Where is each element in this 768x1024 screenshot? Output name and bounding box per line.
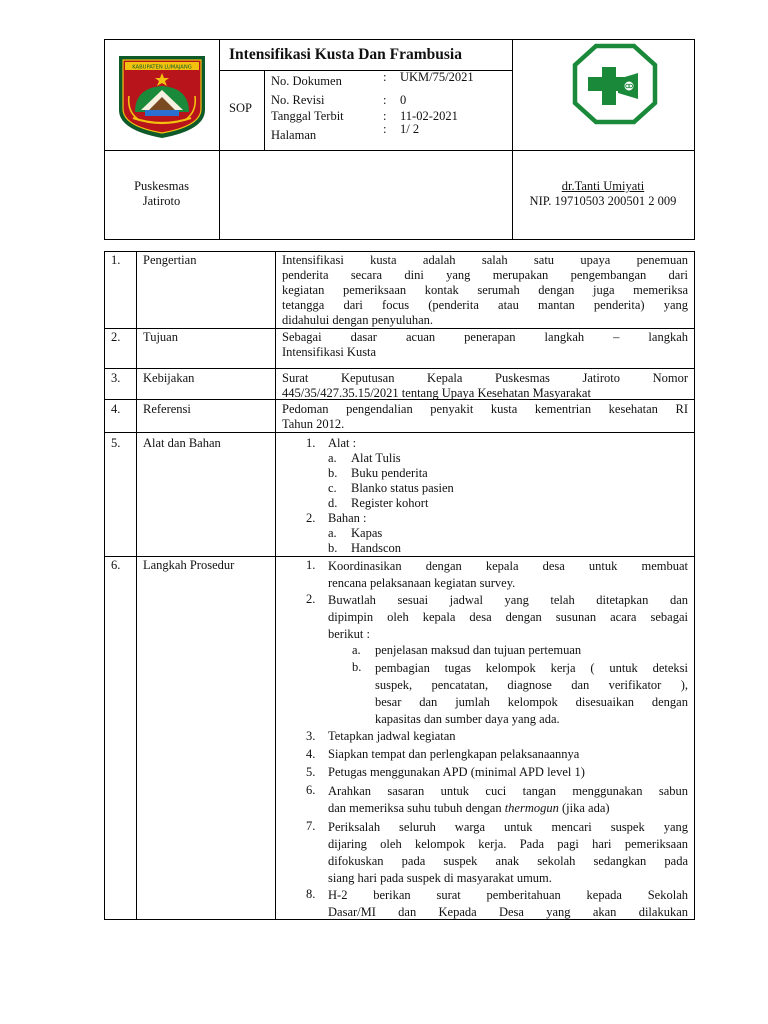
meta-value-no-revisi: 0 (400, 93, 407, 107)
step-number: 5. (306, 765, 316, 779)
row-number: 6. (111, 558, 121, 572)
step-line-tail: (jika ada) (558, 801, 610, 815)
meta-label-tanggal-terbit: Tanggal Terbit (271, 109, 344, 123)
sub-step-line: kapasitas dan sumber daya yang ada. (375, 712, 560, 726)
sub-step-line: suspek, pencatatan, diagnose dan verifikator ), (375, 678, 688, 692)
sub-letter: d. (328, 496, 338, 510)
meta-value-halaman: 1/ 2 (400, 122, 420, 136)
content-line: didahului dengan penyuluhan. (282, 313, 434, 327)
list-number: 2. (306, 511, 316, 525)
page-title: Intensifikasi Kusta Dan Frambusia (229, 46, 462, 63)
list-item: Bahan : (328, 511, 367, 525)
sub-step-line: besar dan jumlah kelompok disesuaikan dengan (375, 695, 688, 709)
row-number: 2. (111, 330, 121, 344)
step-line: H-2 berikan surat pemberitahuan kepada Sekolah (328, 888, 688, 902)
step-line: difokuskan pada suspek anak sekolah sedangkan pada (328, 854, 688, 868)
step-line: Tetapkan jadwal kegiatan (328, 729, 456, 743)
meta-sep: : (383, 70, 387, 84)
row-label: Langkah Prosedur (143, 558, 235, 572)
step-line: siang hari pada suspek di masyarakat umum. (328, 871, 552, 885)
content-line: Sebagai dasar acuan penerapan langkah – langkah (282, 330, 688, 344)
step-text (328, 819, 688, 887)
row-content (282, 402, 688, 432)
step-text (328, 558, 688, 592)
step-line-with-italic (328, 800, 610, 817)
sub-letter: b. (328, 541, 338, 555)
puskesmas-logo (572, 43, 658, 125)
org-line-1: Puskesmas (134, 179, 189, 193)
meta-label-no-dokumen: No. Dokumen (271, 74, 342, 88)
list-item: Alat : (328, 436, 357, 450)
sub-letter: a. (328, 451, 337, 465)
row-label: Kebijakan (143, 371, 195, 385)
row-content (282, 371, 688, 401)
meta-label-halaman: Halaman (271, 128, 317, 142)
meta-sep: : (383, 122, 387, 136)
content-line: Tahun 2012. (282, 417, 345, 431)
meta-value-no-dokumen: UKM/75/2021 (400, 70, 474, 84)
signer-name: dr.Tanti Umiyati (561, 179, 645, 193)
row-number: 5. (111, 436, 121, 450)
step-number: 3. (306, 729, 316, 743)
signer-nip: NIP. 19710503 200501 2 009 (529, 194, 677, 208)
step-number: 1. (306, 558, 316, 572)
step-text (328, 783, 688, 800)
meta-value-tanggal-terbit: 11-02-2021 (400, 109, 458, 123)
sub-letter: b. (352, 660, 362, 674)
sub-item: Alat Tulis (351, 451, 401, 465)
org-line-2: Jatiroto (142, 194, 181, 208)
row-number: 3. (111, 371, 121, 385)
italic-term: thermogun (504, 801, 559, 815)
meta-sep: : (383, 93, 387, 107)
step-number: 2. (306, 592, 316, 606)
sub-step-line: penjelasan maksud dan tujuan pertemuan (375, 643, 582, 657)
sop-label: SOP (229, 101, 252, 115)
sub-letter: a. (352, 643, 361, 657)
row-content (282, 330, 688, 360)
row-label: Pengertian (143, 253, 197, 267)
step-line: dan memeriksa suhu tubuh dengan (328, 801, 502, 815)
sub-step-text (375, 660, 688, 728)
meta-label-no-revisi: No. Revisi (271, 93, 325, 107)
row-label: Referensi (143, 402, 191, 416)
sub-letter: a. (328, 526, 337, 540)
content-line: tetangga dari focus (penderita atau mantan penderita) yang (282, 298, 688, 312)
step-line: Dasar/MI dan Kepada Desa yang akan dilakukan (328, 905, 688, 919)
content-line: Intensifikasi kusta adalah salah satu upaya penemuan (282, 253, 688, 267)
content-line: 445/35/427.35.15/2021 tentang Upaya Kesehatan Masyarakat (282, 386, 591, 400)
content-line: penderita secara dini yang merupakan pengembangan dari (282, 268, 688, 282)
step-line: dijaring oleh kelompok kerja. Pada pagi hari pemeriksaan (328, 837, 688, 851)
kabupaten-lumajang-logo (115, 52, 209, 138)
step-text (328, 592, 688, 643)
row-label: Alat dan Bahan (143, 436, 221, 450)
signer-block (512, 179, 694, 209)
sub-letter: b. (328, 466, 338, 480)
step-line: Periksalah seluruh warga untuk mencari suspek yang (328, 820, 688, 834)
sub-item: Handscon (351, 541, 401, 555)
step-line: rencana pelaksanaan kegiatan survey. (328, 576, 516, 590)
step-number: 8. (306, 887, 316, 901)
row-content (282, 253, 688, 328)
step-line: dipimpin oleh kepala desa dengan susunan acara sebagai (328, 610, 688, 624)
step-line: Koordinasikan dengan kepala desa untuk membuat (328, 559, 688, 573)
sub-item: Kapas (351, 526, 383, 540)
list-number: 1. (306, 436, 316, 450)
sub-item: Blanko status pasien (351, 481, 454, 495)
step-line: Petugas menggunakan APD (minimal APD level 1) (328, 765, 585, 779)
row-label: Tujuan (143, 330, 178, 344)
step-line: Siapkan tempat dan perlengkapan pelaksanaannya (328, 747, 580, 761)
sub-item: Buku penderita (351, 466, 428, 480)
step-number: 6. (306, 783, 316, 797)
step-line: Arahkan sasaran untuk cuci tangan menggunakan sabun (328, 784, 688, 798)
content-line: Surat Keputusan Kepala Puskesmas Jatiroto Nomor (282, 371, 688, 385)
row-number: 4. (111, 402, 121, 416)
content-line: Pedoman pengendalian penyakit kusta kementrian kesehatan RI (282, 402, 688, 416)
step-number: 7. (306, 819, 316, 833)
sub-item: Register kohort (351, 496, 429, 510)
row-number: 1. (111, 253, 121, 267)
content-line: kegiatan pemeriksaan kontak serumah dengan juga memeriksa (282, 283, 688, 297)
step-text (328, 887, 688, 921)
content-line: Intensifikasi Kusta (282, 345, 377, 359)
step-number: 4. (306, 747, 316, 761)
sub-step-line: pembagian tugas kelompok kerja ( untuk deteksi (375, 661, 688, 675)
step-line: Buwatlah sesuai jadwal yang telah ditetapkan dan (328, 593, 688, 607)
logo-banner-text: KABUPATEN LUMAJANG (132, 64, 192, 71)
organization-name (104, 179, 219, 209)
meta-sep: : (383, 109, 387, 123)
step-line: berikut : (328, 627, 371, 641)
sub-letter: c. (328, 481, 337, 495)
